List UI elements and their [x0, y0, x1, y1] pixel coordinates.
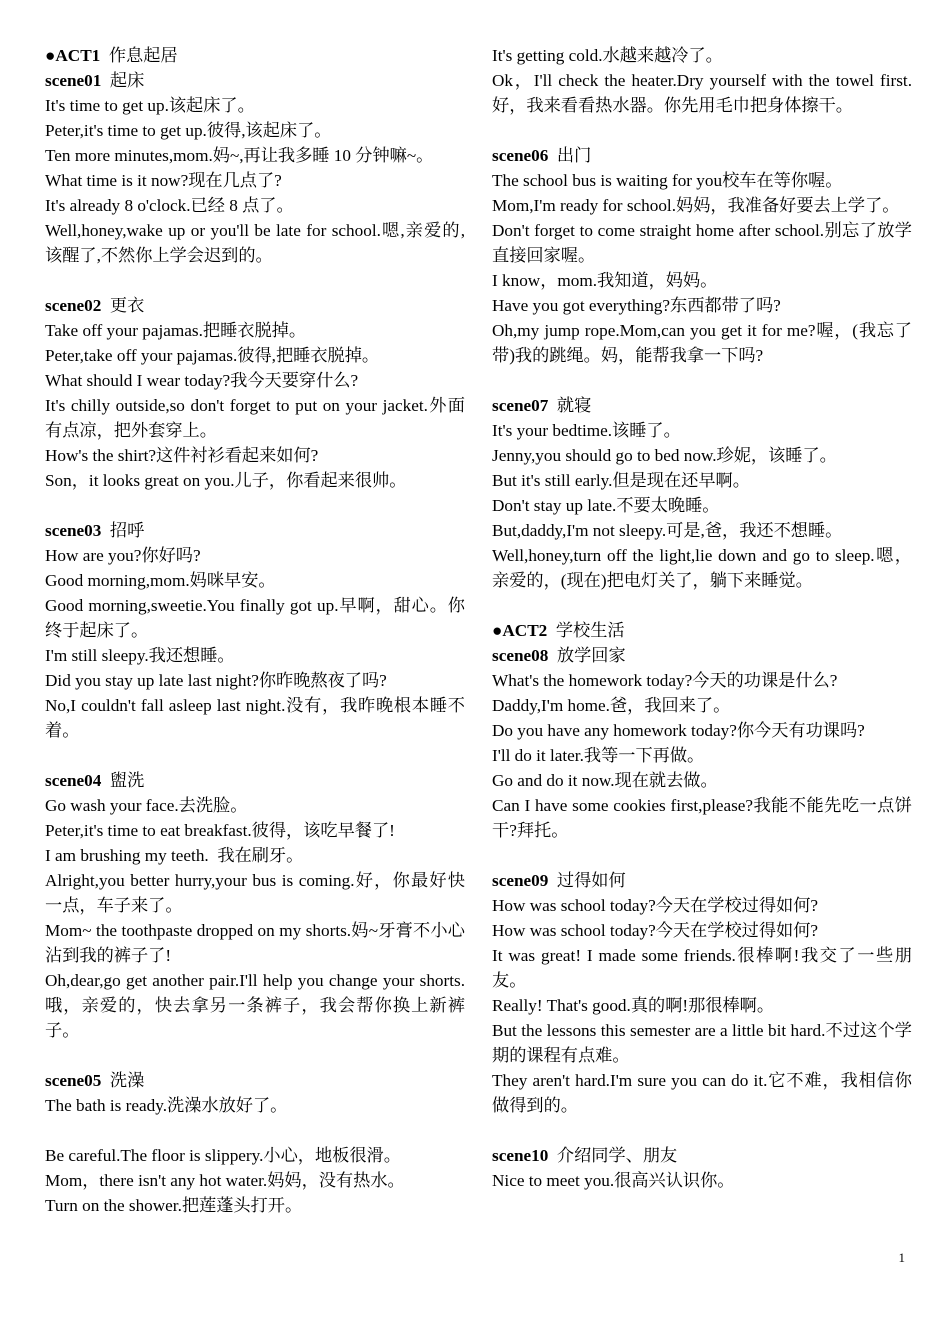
dialogue-line: Turn on the shower.把莲蓬头打开。 — [45, 1196, 303, 1215]
blank-line — [492, 368, 912, 393]
scene-heading — [492, 643, 912, 668]
dialogue-line: Do you have any homework today?你今天有功课吗? — [492, 721, 865, 740]
dialogue-line: It's time to get up.该起床了。 — [45, 96, 255, 115]
scene-label: scene05 — [45, 1071, 102, 1090]
scene-label: scene01 — [45, 71, 102, 90]
dialogue-line: It's chilly outside,so don't forget to put on your jacket.外面有点凉，把外套穿上。 — [45, 396, 465, 440]
act-label: ●ACT1 — [45, 46, 101, 65]
act-heading — [492, 618, 912, 643]
dialogue-line: Can I have some cookies first,please?我能不能先吃一点饼干?拜托。 — [492, 796, 912, 840]
dialogue-line: It's getting cold.水越来越冷了。 — [492, 46, 723, 65]
dialogue-line: Don't forget to come straight home after school.别忘了放学直接回家喔。 — [492, 221, 912, 265]
dialogue-line: Oh,dear,go get another pair.I'll help you change your shorts.哦，亲爱的，快去拿另一条裤子，我会帮你换上新裤子。 — [45, 971, 465, 1040]
scene-title: 介绍同学、朋友 — [556, 1146, 678, 1165]
dialogue-line: Go wash your face.去洗脸。 — [45, 796, 248, 815]
dialogue-line: Take off your pajamas.把睡衣脱掉。 — [45, 321, 307, 340]
dialogue-line: Well,honey,turn off the light,lie down and go to sleep.嗯，亲爱的，(现在)把电灯关了，躺下来睡觉。 — [492, 546, 912, 590]
dialogue-line: What should I wear today?我今天要穿什么? — [45, 371, 359, 390]
dialogue-line: I am brushing my teeth. 我在刷牙。 — [45, 846, 304, 865]
blank-line — [492, 1118, 912, 1143]
scene-label: scene07 — [492, 396, 549, 415]
scene-label: scene08 — [492, 646, 549, 665]
blank-line — [492, 118, 912, 143]
dialogue-line: Mom，there isn't any hot water.妈妈，没有热水。 — [45, 1171, 405, 1190]
dialogue-line: But,daddy,I'm not sleepy.可是,爸，我还不想睡。 — [492, 521, 843, 540]
scene-title: 就寝 — [556, 396, 592, 415]
act-label: ●ACT2 — [492, 621, 548, 640]
scene-title: 放学回家 — [556, 646, 626, 665]
left-column — [45, 43, 465, 1218]
dialogue-line: But it's still early.但是现在还早啊。 — [492, 471, 750, 490]
blank-line — [45, 1043, 465, 1068]
dialogue-line: Peter,take off your pajamas.彼得,把睡衣脱掉。 — [45, 346, 380, 365]
dialogue-line: How was school today?今天在学校过得如何? — [492, 921, 819, 940]
dialogue-line: Jenny,you should go to bed now.珍妮，该睡了。 — [492, 446, 837, 465]
scene-title: 起床 — [109, 71, 145, 90]
scene-label: scene06 — [492, 146, 549, 165]
scene-title: 过得如何 — [556, 871, 626, 890]
scene-heading — [45, 1068, 465, 1093]
blank-line — [492, 593, 912, 618]
scene-title: 更衣 — [109, 296, 145, 315]
dialogue-line: What time is it now?现在几点了? — [45, 171, 282, 190]
dialogue-line: Really! That's good.真的啊!那很棒啊。 — [492, 996, 775, 1015]
page-number: 1 — [898, 1250, 905, 1265]
dialogue-line: Be careful.The floor is slippery.小心，地板很滑。 — [45, 1146, 401, 1165]
scene-title: 招呼 — [109, 521, 145, 540]
blank-line — [45, 1118, 465, 1143]
dialogue-line: The school bus is waiting for you校车在等你喔。 — [492, 171, 843, 190]
dialogue-line: Good morning,mom.妈咪早安。 — [45, 571, 276, 590]
dialogue-line: Nice to meet you.很高兴认识你。 — [492, 1171, 735, 1190]
scene-label: scene03 — [45, 521, 102, 540]
scene-heading — [492, 1143, 912, 1168]
blank-line — [45, 493, 465, 518]
dialogue-line: Ok，I'll check the heater.Dry yourself with the towel first.好，我来看看热水器。你先用毛巾把身体擦干。 — [492, 71, 912, 115]
scene-heading — [492, 393, 912, 418]
dialogue-line: It's already 8 o'clock.已经 8 点了。 — [45, 196, 294, 215]
dialogue-line: It was great! I made some friends.很棒啊!我交了一些朋友。 — [492, 946, 912, 990]
scene-label: scene09 — [492, 871, 549, 890]
scene-label: scene02 — [45, 296, 102, 315]
dialogue-line: They aren't hard.I'm sure you can do it.它不难，我相信你做得到的。 — [492, 1071, 912, 1115]
dialogue-line: Well,honey,wake up or you'll be late for school.嗯,亲爱的,该醒了,不然你上学会迟到的。 — [45, 221, 465, 265]
dialogue-line: I'm still sleepy.我还想睡。 — [45, 646, 235, 665]
dialogue-line: It's your bedtime.该睡了。 — [492, 421, 681, 440]
dialogue-line: But the lessons this semester are a little bit hard.不过这个学期的课程有点难。 — [492, 1021, 912, 1065]
dialogue-line: Ten more minutes,mom.妈~,再让我多睡 10 分钟嘛~。 — [45, 146, 434, 165]
scene-title: 洗澡 — [109, 1071, 145, 1090]
scene-label: scene10 — [492, 1146, 549, 1165]
dialogue-line: Mom~ the toothpaste dropped on my shorts.妈~牙膏不小心沾到我的裤子了! — [45, 921, 465, 965]
dialogue-line: I know，mom.我知道，妈妈。 — [492, 271, 718, 290]
dialogue-line: How's the shirt?这件衬衫看起来如何? — [45, 446, 319, 465]
act-heading — [45, 43, 465, 68]
scene-label: scene04 — [45, 771, 102, 790]
scene-heading — [492, 868, 912, 893]
scene-heading — [45, 68, 465, 93]
scene-heading — [492, 143, 912, 168]
dialogue-line: Mom,I'm ready for school.妈妈，我准备好要去上学了。 — [492, 196, 900, 215]
scene-heading — [45, 518, 465, 543]
scene-title: 盥洗 — [109, 771, 145, 790]
right-column — [492, 43, 912, 1193]
blank-line — [492, 843, 912, 868]
dialogue-line: Daddy,I'm home.爸，我回来了。 — [492, 696, 731, 715]
dialogue-line: The bath is ready.洗澡水放好了。 — [45, 1096, 288, 1115]
dialogue-line: Go and do it now.现在就去做。 — [492, 771, 718, 790]
blank-line — [45, 268, 465, 293]
blank-line — [45, 743, 465, 768]
dialogue-line: Peter,it's time to eat breakfast.彼得，该吃早餐了! — [45, 821, 395, 840]
dialogue-line: No,I couldn't fall asleep last night.没有，我昨晚根本睡不着。 — [45, 696, 465, 740]
dialogue-line: Good morning,sweetie.You finally got up.早啊，甜心。你终于起床了。 — [45, 596, 465, 640]
dialogue-line: Peter,it's time to get up.彼得,该起床了。 — [45, 121, 332, 140]
dialogue-line: Did you stay up late last night?你昨晚熬夜了吗? — [45, 671, 387, 690]
dialogue-line: What's the homework today?今天的功课是什么? — [492, 671, 838, 690]
dialogue-line: Don't stay up late.不要太晚睡。 — [492, 496, 720, 515]
dialogue-line: Son，it looks great on you.儿子，你看起来很帅。 — [45, 471, 407, 490]
scene-heading — [45, 293, 465, 318]
dialogue-line: I'll do it later.我等一下再做。 — [492, 746, 705, 765]
scene-heading — [45, 768, 465, 793]
dialogue-line: Oh,my jump rope.Mom,can you get it for me?喔，(我忘了带)我的跳绳。妈，能帮我拿一下吗? — [492, 321, 912, 365]
act-title: 学校生活 — [555, 621, 625, 640]
dialogue-line: Alright,you better hurry,your bus is coming.好，你最好快一点，车子来了。 — [45, 871, 465, 915]
dialogue-line: How was school today?今天在学校过得如何? — [492, 896, 819, 915]
dialogue-line: Have you got everything?东西都带了吗? — [492, 296, 781, 315]
act-title: 作息起居 — [108, 46, 178, 65]
dialogue-line: How are you?你好吗? — [45, 546, 201, 565]
scene-title: 出门 — [556, 146, 592, 165]
